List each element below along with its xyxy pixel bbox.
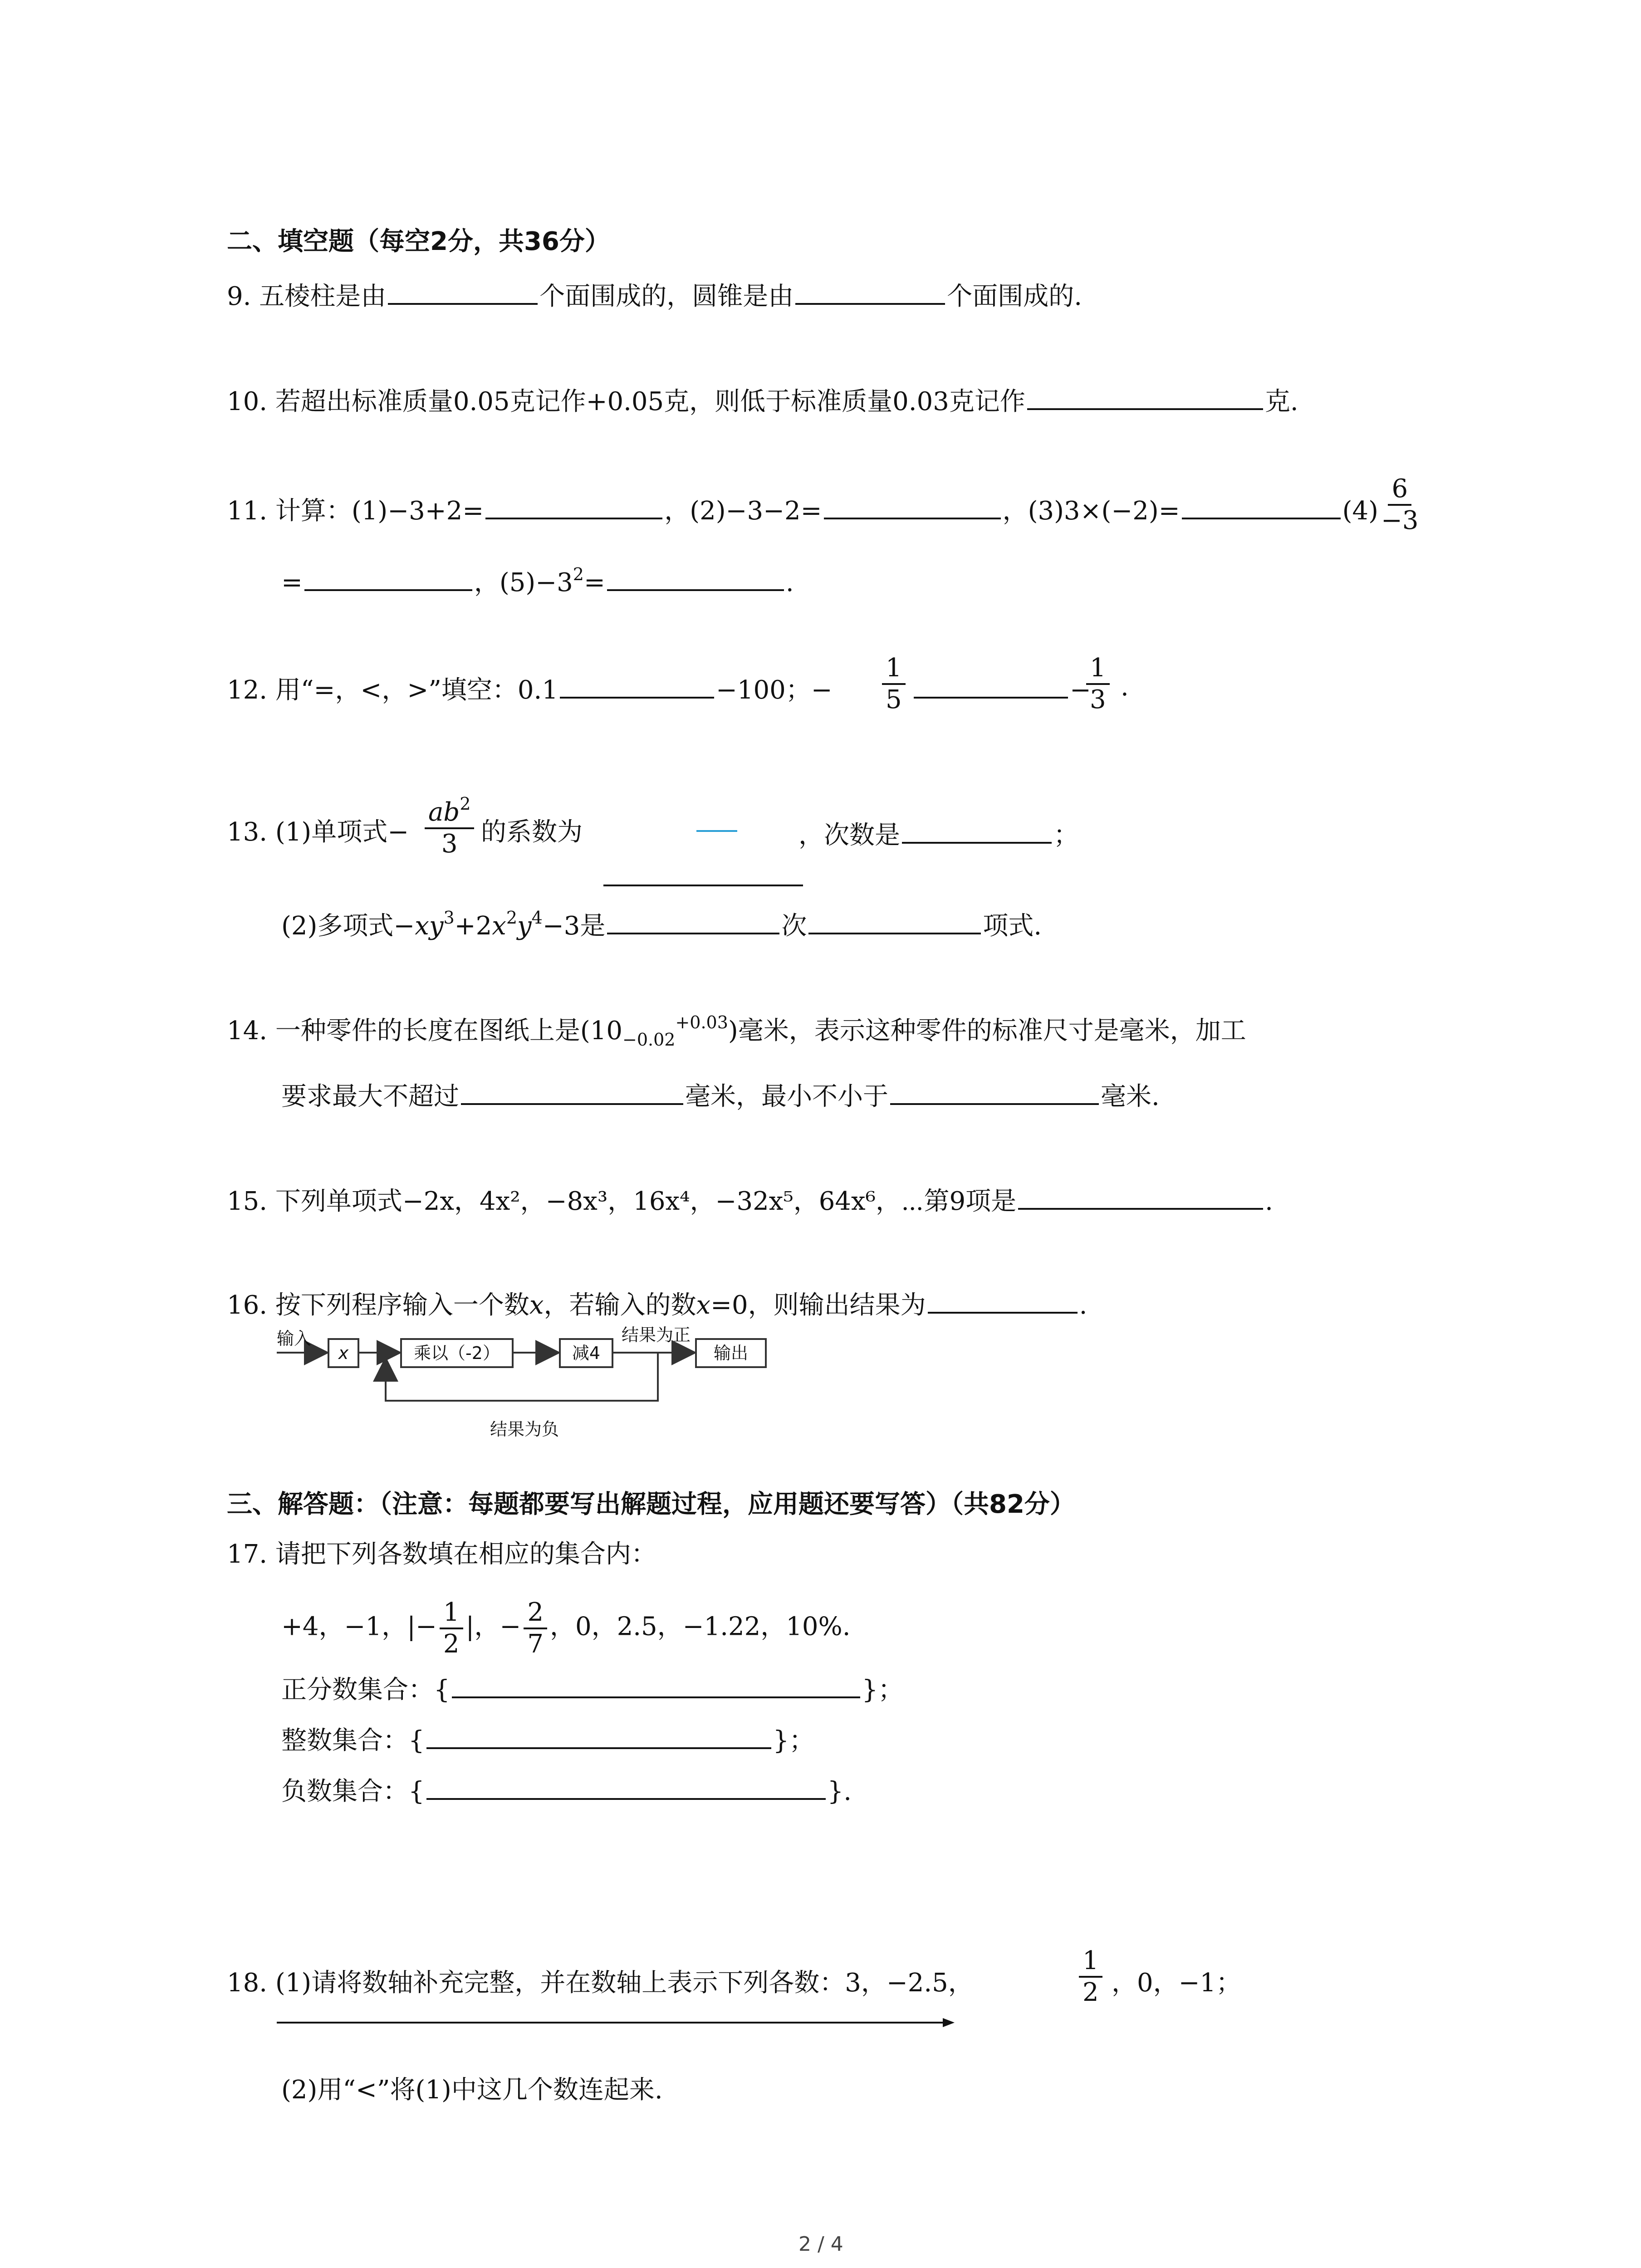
answer-blank[interactable] [795, 278, 945, 305]
program-flowchart [277, 1325, 767, 1442]
answer-blank[interactable] [890, 1078, 1099, 1105]
question-12-cont: − [912, 671, 1091, 706]
fraction: $\frac{1}{3}$ [1083, 653, 1112, 715]
question-9: 9. 五棱柱是由 个面围成的，圆锥是由 个面围成的. [227, 278, 1082, 313]
section-title-fill-in: 二、填空题（每空2分，共36分） [227, 227, 610, 256]
question-13: 13. (1)单项式− [227, 817, 409, 847]
question-14-cont: 要求最大不超过 毫米，最小不小于 毫米. [281, 1078, 1160, 1113]
answer-blank[interactable] [1027, 383, 1263, 410]
answer-blank[interactable] [607, 564, 784, 591]
number-line-arrow[interactable] [277, 2016, 957, 2029]
period: . [1121, 672, 1129, 702]
question-14: 14. 一种零件的长度在图纸上是$(10_{-0.02}^{+0.03})$毫米，表示这种零件的标准尺寸是毫米，加工 [227, 1012, 1246, 1050]
answer-blank[interactable] [452, 1671, 860, 1698]
question-18-part2: (2)用“<”将(1)中这几个数连起来. [281, 2075, 663, 2105]
integer-set: 整数集合：{ }； [281, 1722, 814, 1757]
answer-blank[interactable] [304, 564, 472, 591]
answer-blank[interactable] [824, 492, 1001, 519]
answer-blank[interactable] [603, 885, 803, 886]
question-13-part2: (2)多项式$-xy^3+2x^2y^4-3$是 次 项式. [281, 908, 1042, 941]
answer-blank[interactable] [426, 1773, 826, 1800]
question-17: 17. 请把下列各数填在相应的集合内： [227, 1540, 656, 1569]
answer-blank[interactable] [485, 492, 662, 519]
answer-blank[interactable] [388, 278, 538, 305]
fraction: $\frac{6}{-3}$ [1381, 474, 1419, 535]
question-11-cont: = ，$(5)-3^2=$ . [281, 564, 794, 597]
number-list: +4，−1，|− $\frac{1}{2}$ |，− $\frac{2}{7}$ ，0，2.5，−1.22，10%. [281, 1598, 851, 1659]
question-18: 18. (1)请将数轴补充完整，并在数轴上表示下列各数：3，−2.5， [227, 1968, 974, 1998]
answer-blank[interactable] [560, 671, 714, 699]
flow-subtract-box: 减4 [559, 1338, 613, 1368]
question-15: 15. 下列单项式−2x，4x²，−8x³，16x⁴，−32x⁵，64x⁶，⋯第9项是 . [227, 1183, 1273, 1217]
flow-output-box: 输出 [695, 1338, 767, 1368]
answer-blank[interactable] [914, 671, 1068, 699]
flow-positive-label: 结果为正 [622, 1325, 691, 1345]
answer-blank[interactable] [426, 1722, 771, 1749]
page-number: 2 / 4 [798, 2233, 843, 2256]
flow-negative-label: 结果为负 [490, 1419, 559, 1439]
fraction: $\frac{ab^2}{3}$ [422, 797, 477, 859]
question-12: 12. 用“=，<，>”填空：0.1 −100；− [227, 671, 833, 706]
flow-multiply-box: 乘以（-2） [400, 1338, 514, 1368]
answer-blank[interactable] [1182, 492, 1341, 519]
negative-set: 负数集合：{ }. [281, 1773, 852, 1808]
question-11: 11. 计算：(1)−3+2= ，(2)−3−2= ，(3)3×(−2)= (4) [227, 492, 1378, 527]
answer-blank[interactable] [902, 816, 1052, 844]
question-16: 16. 按下列程序输入一个数x，若输入的数x=0，则输出结果为 . [227, 1286, 1087, 1321]
answer-blank[interactable] [808, 907, 981, 934]
section-title-solve: 三、解答题：（注意：每题都要写出解题过程，应用题还要写答）（共82分） [227, 1490, 1075, 1519]
question-13-text: 的系数为 [481, 817, 583, 847]
flow-x-box: x [328, 1338, 359, 1368]
question-18-cont: ，0，−1； [1112, 1968, 1242, 1998]
answer-blank[interactable] [607, 907, 779, 934]
question-10: 10. 若超出标准质量0.05克记作+0.05克，则低于标准质量0.03克记作 克. [227, 383, 1298, 418]
flow-input-label: 输入 [277, 1329, 312, 1349]
answer-blank[interactable] [1018, 1183, 1263, 1210]
accent-dash [696, 830, 737, 832]
positive-fraction-set: 正分数集合：{ }； [281, 1671, 903, 1706]
answer-blank[interactable] [928, 1286, 1078, 1314]
fraction: $\frac{1}{2}$ [1076, 1946, 1105, 2008]
question-13-cont: ，次数是 ； [798, 816, 1079, 851]
fraction: $\frac{1}{5}$ [879, 653, 908, 715]
answer-blank[interactable] [461, 1078, 683, 1105]
